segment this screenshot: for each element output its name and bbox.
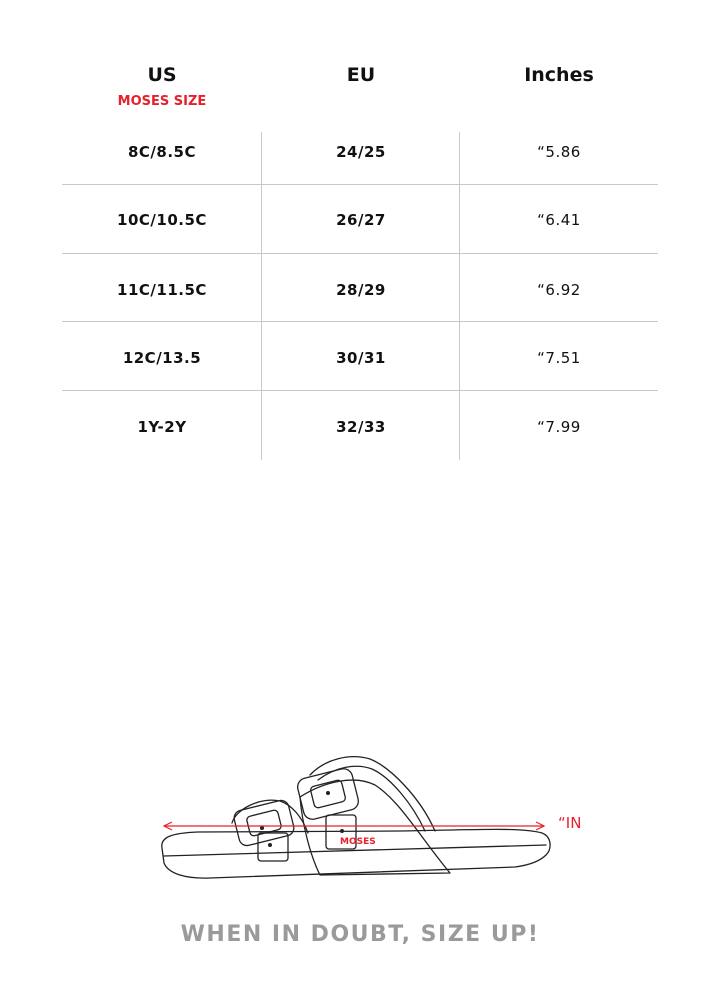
- table-row: [62, 338, 658, 406]
- column-header-eu: EU: [346, 64, 376, 86]
- eu-size-cell: 24/25: [336, 143, 386, 161]
- us-size-cell: 11C/11.5C: [117, 281, 207, 299]
- inches-cell: “6.41: [537, 211, 581, 229]
- sandal-measurement-diagram: [150, 745, 560, 895]
- us-size-cell: 8C/8.5C: [127, 143, 196, 161]
- table-row: [62, 407, 658, 475]
- us-size-cell: 12C/13.5: [122, 349, 202, 367]
- sandal-front-strap: [232, 800, 308, 833]
- size-advice-footer: WHEN IN DOUBT, SIZE UP!: [180, 922, 540, 947]
- inches-cell: “5.86: [537, 143, 581, 161]
- measure-unit-label: “IN: [558, 814, 582, 832]
- row-divider: [62, 321, 658, 322]
- us-size-cell: 10C/10.5C: [117, 211, 207, 229]
- row-divider: [62, 253, 658, 254]
- eu-size-cell: 26/27: [336, 211, 386, 229]
- inches-cell: “7.51: [537, 349, 581, 367]
- column-header-inches: Inches: [524, 64, 594, 86]
- us-size-cell: 1Y-2Y: [137, 418, 187, 436]
- sandal-upper: [300, 780, 450, 875]
- row-divider: [62, 390, 658, 391]
- sandal-brand-logo: MOSES: [340, 837, 376, 847]
- inches-cell: “6.92: [537, 281, 581, 299]
- column-header-us: US: [147, 64, 177, 86]
- column-subheader-moses-size: MOSES SIZE: [117, 94, 207, 109]
- buckle-front: [232, 799, 295, 847]
- row-divider: [62, 184, 658, 185]
- table-row: [62, 200, 658, 268]
- eu-size-cell: 30/31: [336, 349, 386, 367]
- eu-size-cell: 28/29: [336, 281, 386, 299]
- table-row: [62, 132, 658, 200]
- inches-cell: “7.99: [537, 418, 581, 436]
- eu-size-cell: 32/33: [336, 418, 386, 436]
- table-row: [62, 270, 658, 338]
